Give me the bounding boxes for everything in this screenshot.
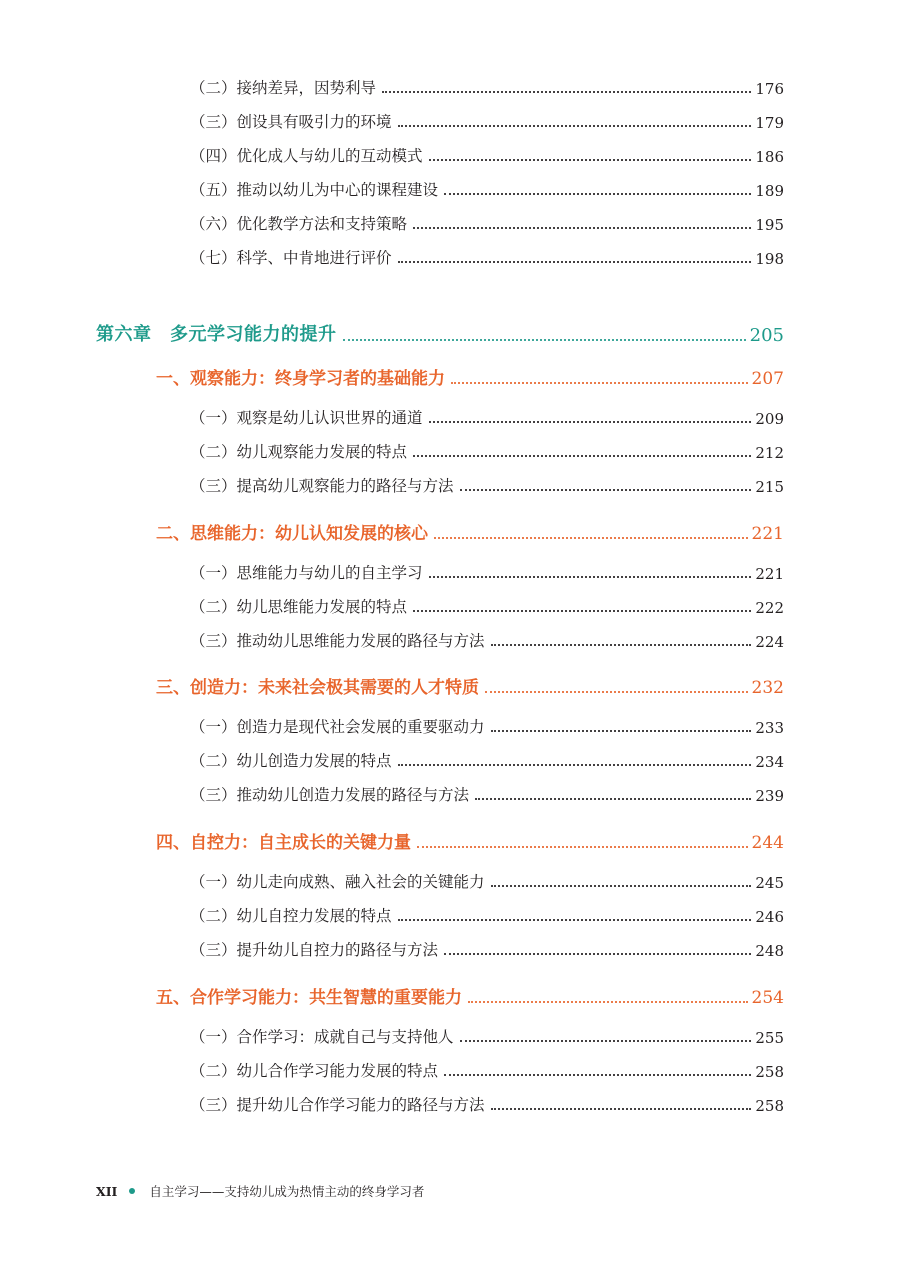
toc-sub-entry bbox=[190, 783, 784, 805]
toc-entry-title: （六）优化教学方法和支持策略 bbox=[190, 215, 408, 233]
toc-entry-page-number: 239 bbox=[755, 787, 784, 805]
footer-bullet-icon bbox=[129, 1188, 135, 1194]
dot-leader bbox=[444, 1074, 751, 1076]
toc-entry-page-number: 232 bbox=[751, 678, 784, 698]
dot-leader bbox=[429, 159, 752, 161]
dot-leader bbox=[429, 421, 752, 423]
toc-section-entry bbox=[156, 364, 784, 389]
toc-sub-entry bbox=[190, 561, 784, 583]
toc-entry-title: （二）幼儿自控力发展的特点 bbox=[190, 907, 392, 925]
toc-entry-title: （一）观察是幼儿认识世界的通道 bbox=[190, 409, 423, 427]
toc-sub-entry bbox=[190, 178, 784, 200]
footer-page-number: XII bbox=[96, 1183, 118, 1199]
toc-entry-title: （二）接纳差异，因势利导 bbox=[190, 79, 377, 97]
toc-entry-title: （二）幼儿观察能力发展的特点 bbox=[190, 443, 408, 461]
toc-entry-title: （三）推动幼儿思维能力发展的路径与方法 bbox=[190, 632, 485, 650]
toc-entry-page-number: 212 bbox=[755, 444, 784, 462]
footer-book-title: 自主学习——支持幼儿成为热情主动的终身学习者 bbox=[149, 1184, 425, 1199]
toc-entry-title: （二）幼儿创造力发展的特点 bbox=[190, 752, 392, 770]
toc-entry-page-number: 234 bbox=[755, 753, 784, 771]
toc-sub-entry bbox=[190, 715, 784, 737]
toc-section-entry bbox=[156, 983, 784, 1008]
toc-entry-title: （三）推动幼儿创造力发展的路径与方法 bbox=[190, 786, 470, 804]
toc-entry-title: （二）幼儿思维能力发展的特点 bbox=[190, 598, 408, 616]
toc-entry-title: 五、合作学习能力：共生智慧的重要能力 bbox=[156, 988, 462, 1008]
toc-entry-page-number: 233 bbox=[755, 719, 784, 737]
toc-entry-page-number: 222 bbox=[755, 599, 784, 617]
toc-sub-entry bbox=[190, 1093, 784, 1115]
dot-leader bbox=[444, 193, 751, 195]
toc-entry-page-number: 186 bbox=[755, 148, 784, 166]
dot-leader bbox=[417, 846, 748, 848]
dot-leader bbox=[491, 644, 752, 646]
dot-leader bbox=[398, 125, 752, 127]
dot-leader bbox=[382, 91, 751, 93]
toc-entry-title: 四、自控力：自主成长的关键力量 bbox=[156, 833, 411, 853]
toc-entry-page-number: 207 bbox=[751, 369, 784, 389]
toc-entry-page-number: 209 bbox=[755, 410, 784, 428]
toc-entry-page-number: 221 bbox=[751, 524, 784, 544]
dot-leader bbox=[398, 919, 752, 921]
dot-leader bbox=[413, 455, 751, 457]
toc-section-entry bbox=[156, 828, 784, 853]
toc-sub-entry bbox=[190, 629, 784, 651]
page-footer bbox=[96, 1182, 424, 1200]
dot-leader bbox=[460, 489, 752, 491]
toc-entry-page-number: 258 bbox=[755, 1063, 784, 1081]
toc-entry-title: （一）幼儿走向成熟、融入社会的关键能力 bbox=[190, 873, 485, 891]
toc-entry-title: 一、观察能力：终身学习者的基础能力 bbox=[156, 369, 445, 389]
toc-sub-entry bbox=[190, 440, 784, 462]
toc-sub-entry bbox=[190, 938, 784, 960]
toc-entry-page-number: 205 bbox=[749, 325, 784, 346]
toc-sub-entry bbox=[190, 406, 784, 428]
toc-sub-entry bbox=[190, 144, 784, 166]
toc-sub-entry bbox=[190, 595, 784, 617]
toc-sub-entry bbox=[190, 246, 784, 268]
toc-entry-title: （三）提升幼儿自控力的路径与方法 bbox=[190, 941, 439, 959]
toc-sub-entry bbox=[190, 1059, 784, 1081]
dot-leader bbox=[491, 1108, 752, 1110]
dot-leader bbox=[429, 576, 752, 578]
toc-entry-page-number: 195 bbox=[755, 216, 784, 234]
dot-leader bbox=[491, 885, 752, 887]
toc-entry-page-number: 258 bbox=[755, 1097, 784, 1115]
toc-entry-title: （一）思维能力与幼儿的自主学习 bbox=[190, 564, 423, 582]
toc-entry-title: 二、思维能力：幼儿认知发展的核心 bbox=[156, 524, 428, 544]
dot-leader bbox=[434, 537, 748, 539]
toc-sub-entry bbox=[190, 474, 784, 496]
toc-sub-entry bbox=[190, 1025, 784, 1047]
dot-leader bbox=[468, 1001, 748, 1003]
toc-entry-title: 三、创造力：未来社会极其需要的人才特质 bbox=[156, 678, 479, 698]
toc-entry-page-number: 198 bbox=[755, 250, 784, 268]
dot-leader bbox=[398, 261, 752, 263]
toc-entry-page-number: 245 bbox=[755, 874, 784, 892]
toc-entry-title: （一）创造力是现代社会发展的重要驱动力 bbox=[190, 718, 485, 736]
toc-entry-title: （三）提升幼儿合作学习能力的路径与方法 bbox=[190, 1096, 485, 1114]
dot-leader bbox=[491, 730, 752, 732]
toc-entry-page-number: 224 bbox=[755, 633, 784, 651]
toc-entry-title: （三）提高幼儿观察能力的路径与方法 bbox=[190, 477, 454, 495]
toc-entry-page-number: 215 bbox=[755, 478, 784, 496]
dot-leader bbox=[451, 382, 748, 384]
toc-sub-entry bbox=[190, 904, 784, 926]
toc-entry-title: （四）优化成人与幼儿的互动模式 bbox=[190, 147, 423, 165]
dot-leader bbox=[398, 764, 752, 766]
toc-section-entry bbox=[156, 519, 784, 544]
toc-sub-entry bbox=[190, 110, 784, 132]
toc-entry-title: （二）幼儿合作学习能力发展的特点 bbox=[190, 1062, 439, 1080]
toc-section-entry bbox=[156, 673, 784, 698]
toc-sub-entry bbox=[190, 870, 784, 892]
toc-entry-page-number: 221 bbox=[755, 565, 784, 583]
toc-entry-page-number: 189 bbox=[755, 182, 784, 200]
dot-leader bbox=[413, 610, 751, 612]
toc-entry-title: （三）创设具有吸引力的环境 bbox=[190, 113, 392, 131]
dot-leader bbox=[460, 1040, 752, 1042]
toc-chapter-entry bbox=[96, 320, 784, 346]
dot-leader bbox=[343, 339, 746, 341]
toc-entry-page-number: 254 bbox=[751, 988, 784, 1008]
toc-entry-page-number: 248 bbox=[755, 942, 784, 960]
toc-entry-title: （五）推动以幼儿为中心的课程建设 bbox=[190, 181, 439, 199]
toc-entry-title: （一）合作学习：成就自己与支持他人 bbox=[190, 1028, 454, 1046]
toc-entry-page-number: 255 bbox=[755, 1029, 784, 1047]
toc-entry-page-number: 246 bbox=[755, 908, 784, 926]
toc-entry-page-number: 179 bbox=[755, 114, 784, 132]
toc-sub-entry bbox=[190, 76, 784, 98]
dot-leader bbox=[475, 798, 751, 800]
dot-leader bbox=[485, 691, 748, 693]
toc-entry-page-number: 244 bbox=[751, 833, 784, 853]
toc-entry-title: （七）科学、中肯地进行评价 bbox=[190, 249, 392, 267]
toc-sub-entry bbox=[190, 749, 784, 771]
dot-leader bbox=[413, 227, 751, 229]
toc-entry-title: 第六章 多元学习能力的提升 bbox=[96, 324, 337, 345]
toc-sub-entry bbox=[190, 212, 784, 234]
dot-leader bbox=[444, 953, 751, 955]
toc-entry-page-number: 176 bbox=[755, 80, 784, 98]
